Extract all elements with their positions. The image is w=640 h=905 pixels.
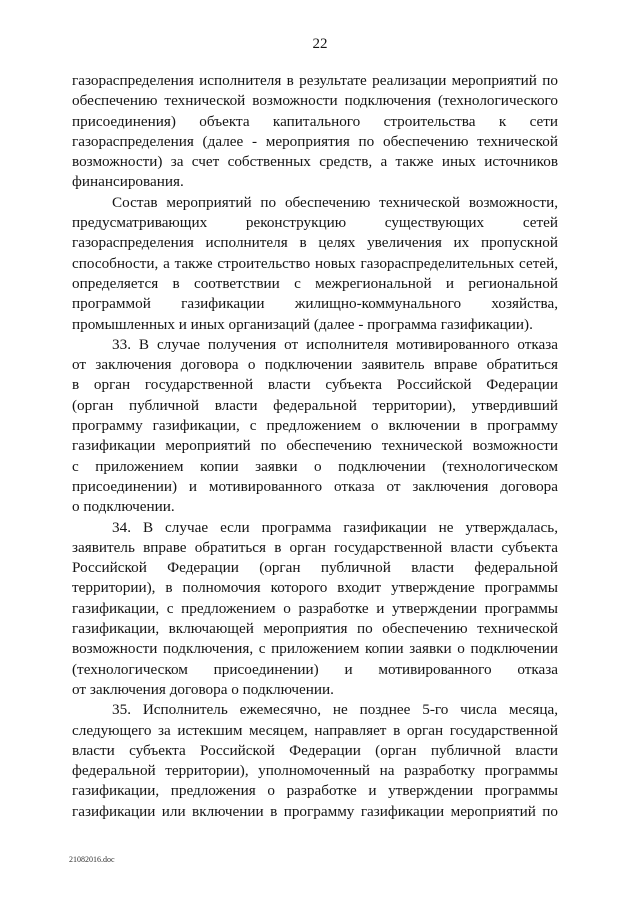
text-line: газификации, включающей мероприятия по обеспечению технической xyxy=(72,620,558,638)
text-line: предусматривающих реконструкцию существующих сетей xyxy=(72,214,558,232)
text-line: в орган государственной власти субъекта Российской Федерации xyxy=(72,376,558,394)
text-line: присоединения) объекта капитального строительства к сети xyxy=(72,112,558,130)
text-line: программу газификации, с предложением о включении в программу xyxy=(72,417,558,435)
paragraph xyxy=(72,335,558,518)
text-line: федеральной территории), уполномоченный на разработку программы xyxy=(72,762,558,780)
text-line: возможности подключения, с приложением копии заявки о подключении xyxy=(72,640,558,658)
text-line: от заключения договора о подключении. xyxy=(72,680,334,698)
text-line: финансирования. xyxy=(72,173,184,191)
paragraph xyxy=(72,193,558,335)
text-line: 35. Исполнитель ежемесячно, не позднее 5-го числа месяца, xyxy=(112,701,558,719)
text-line: 33. В случае получения от исполнителя мотивированного отказа xyxy=(112,335,558,353)
text-line: возможности) за счет собственных средств, а также иных источников xyxy=(72,153,558,171)
text-line: (орган публичной власти федеральной территории), утвердивший xyxy=(72,396,558,414)
paragraph xyxy=(72,518,558,701)
text-line: о подключении. xyxy=(72,498,175,516)
text-line: с приложением копии заявки о подключении (технологическом xyxy=(72,457,558,475)
text-line: газораспределения исполнителя в целях увеличения их пропускной xyxy=(72,234,558,252)
text-line: заявитель вправе обратиться в орган государственной власти субъекта xyxy=(72,538,558,556)
text-line: газификации, с предложением о разработке и утверждении программы xyxy=(72,599,558,617)
text-line: следующего за истекшим месяцем, направляет в орган государственной xyxy=(72,721,558,739)
file-name-footer: 21082016.doc xyxy=(69,855,115,864)
paragraph xyxy=(72,71,558,193)
paragraph xyxy=(72,700,558,822)
text-line: промышленных и иных организаций (далее - программа газификации). xyxy=(72,315,533,333)
text-line: программой газификации жилищно-коммунального хозяйства, xyxy=(72,295,558,313)
page-number: 22 xyxy=(312,36,328,52)
text-line: территории), в полномочия которого входит утверждение программы xyxy=(72,579,558,597)
text-line: газификации мероприятий по обеспечению технической возможности xyxy=(72,437,558,455)
text-line: Российской Федерации (орган публичной власти федеральной xyxy=(72,559,558,577)
text-line: газораспределения исполнителя в результате реализации мероприятий по xyxy=(72,72,558,89)
text-line: власти субъекта Российской Федерации (орган публичной власти xyxy=(72,741,558,759)
text-line: газификации, предложения о разработке и утверждении программы xyxy=(72,782,558,800)
text-line: от заключения договора о подключении заявитель вправе обратиться xyxy=(72,356,558,374)
text-line: Состав мероприятий по обеспечению технической возможности, xyxy=(112,193,558,211)
text-line: газораспределения (далее - мероприятия по обеспечению технической xyxy=(72,132,558,150)
text-line: способности, а также строительство новых газораспределительных сетей, xyxy=(72,254,558,272)
text-line: определяется в соответствии с межрегиональной и региональной xyxy=(72,274,558,292)
text-line: обеспечению технической возможности подключения (технологического xyxy=(72,92,558,110)
document-body xyxy=(72,71,558,822)
text-line: присоединении) и мотивированного отказа от заключения договора xyxy=(72,477,558,495)
text-line: газификации или включении в программу газификации мероприятий по xyxy=(72,802,558,820)
text-line: 34. В случае если программа газификации не утверждалась, xyxy=(112,518,558,536)
text-line: (технологическом присоединении) и мотивированного отказа xyxy=(72,660,558,678)
